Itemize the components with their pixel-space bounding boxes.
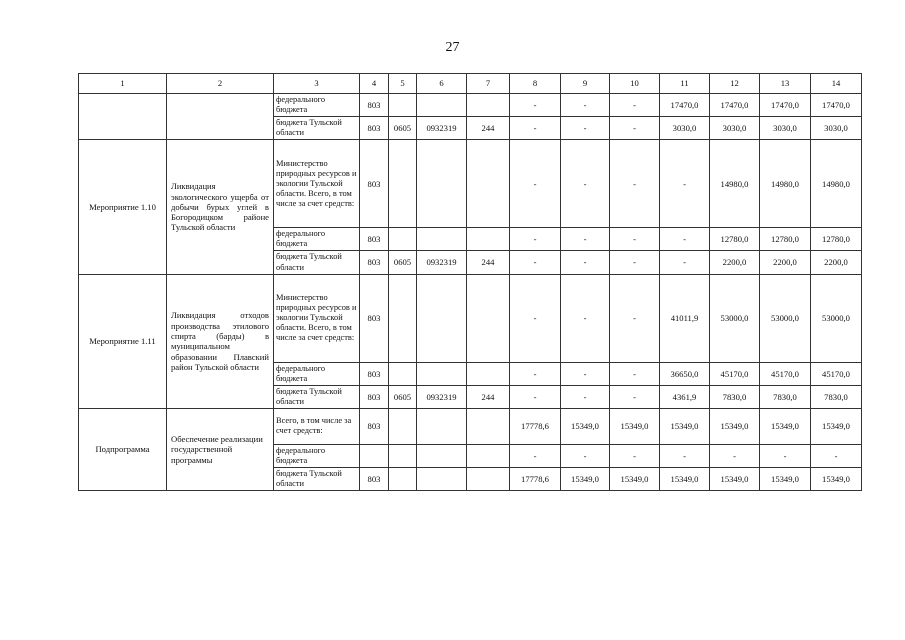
funding-source-cell: бюджета Тульской области: [274, 251, 360, 274]
value-cell-c14: 14980,0: [811, 140, 862, 228]
value-cell-c13: -: [760, 444, 811, 467]
value-cell-c7: [467, 468, 510, 491]
measure-name-cell: [79, 94, 167, 140]
value-cell-c11: -: [660, 140, 710, 228]
value-cell-c13: 2200,0: [760, 251, 811, 274]
value-cell-c4: 803: [360, 117, 389, 140]
header-cell: 4: [360, 74, 389, 94]
value-cell-c9: 15349,0: [561, 468, 610, 491]
value-cell-c6: [417, 408, 467, 444]
value-cell-c9: -: [561, 228, 610, 251]
funding-source-cell: бюджета Тульской области: [274, 468, 360, 491]
header-cell: 13: [760, 74, 811, 94]
value-cell-c14: 7830,0: [811, 385, 862, 408]
value-cell-c14: 45170,0: [811, 362, 862, 385]
value-cell-c9: -: [561, 362, 610, 385]
value-cell-c10: -: [610, 140, 660, 228]
measure-description-cell: [167, 94, 274, 140]
value-cell-c6: [417, 362, 467, 385]
value-cell-c5: [389, 362, 417, 385]
value-cell-c7: 244: [467, 117, 510, 140]
budget-table: [78, 73, 862, 491]
value-cell-c13: 12780,0: [760, 228, 811, 251]
value-cell-c14: 2200,0: [811, 251, 862, 274]
value-cell-c11: -: [660, 444, 710, 467]
value-cell-c8: -: [510, 274, 561, 362]
header-cell: 11: [660, 74, 710, 94]
header-cell: 14: [811, 74, 862, 94]
value-cell-c11: 17470,0: [660, 94, 710, 117]
value-cell-c6: [417, 228, 467, 251]
value-cell-c4: [360, 444, 389, 467]
value-cell-c10: -: [610, 362, 660, 385]
value-cell-c7: [467, 274, 510, 362]
value-cell-c9: -: [561, 274, 610, 362]
value-cell-c9: -: [561, 117, 610, 140]
value-cell-c12: 3030,0: [710, 117, 760, 140]
value-cell-c6: 0932319: [417, 385, 467, 408]
value-cell-c13: 3030,0: [760, 117, 811, 140]
value-cell-c5: [389, 408, 417, 444]
measure-name-cell: Мероприятие 1.10: [79, 140, 167, 274]
funding-source-cell: федерального бюджета: [274, 444, 360, 467]
value-cell-c4: 803: [360, 228, 389, 251]
funding-source-cell: Министерство природных ресурсов и экологии Тульской области. Всего, в том числе за счет средств:: [274, 274, 360, 362]
value-cell-c12: 15349,0: [710, 468, 760, 491]
value-cell-c14: 15349,0: [811, 468, 862, 491]
funding-source-cell: федерального бюджета: [274, 362, 360, 385]
header-cell: 5: [389, 74, 417, 94]
value-cell-c7: 244: [467, 385, 510, 408]
header-cell: 3: [274, 74, 360, 94]
value-cell-c8: 17778,6: [510, 468, 561, 491]
value-cell-c5: [389, 228, 417, 251]
value-cell-c14: -: [811, 444, 862, 467]
value-cell-c4: 803: [360, 468, 389, 491]
value-cell-c13: 7830,0: [760, 385, 811, 408]
value-cell-c7: [467, 94, 510, 117]
value-cell-c12: 17470,0: [710, 94, 760, 117]
header-cell: 7: [467, 74, 510, 94]
measure-name-cell: Мероприятие 1.11: [79, 274, 167, 408]
funding-source-cell: бюджета Тульской области: [274, 117, 360, 140]
value-cell-c12: -: [710, 444, 760, 467]
header-cell: 12: [710, 74, 760, 94]
value-cell-c13: 53000,0: [760, 274, 811, 362]
value-cell-c6: 0932319: [417, 251, 467, 274]
value-cell-c11: 15349,0: [660, 408, 710, 444]
header-cell: 8: [510, 74, 561, 94]
table-row: [79, 94, 862, 117]
value-cell-c10: -: [610, 444, 660, 467]
funding-source-cell: федерального бюджета: [274, 228, 360, 251]
value-cell-c6: [417, 94, 467, 117]
value-cell-c8: -: [510, 94, 561, 117]
value-cell-c14: 53000,0: [811, 274, 862, 362]
value-cell-c12: 14980,0: [710, 140, 760, 228]
value-cell-c9: -: [561, 385, 610, 408]
value-cell-c4: 803: [360, 140, 389, 228]
value-cell-c8: -: [510, 444, 561, 467]
table-row: [79, 274, 862, 362]
value-cell-c4: 803: [360, 251, 389, 274]
value-cell-c5: [389, 140, 417, 228]
value-cell-c12: 15349,0: [710, 408, 760, 444]
value-cell-c7: [467, 228, 510, 251]
value-cell-c11: 41011,9: [660, 274, 710, 362]
value-cell-c13: 15349,0: [760, 408, 811, 444]
value-cell-c10: -: [610, 117, 660, 140]
value-cell-c8: 17778,6: [510, 408, 561, 444]
value-cell-c8: -: [510, 140, 561, 228]
value-cell-c10: -: [610, 251, 660, 274]
value-cell-c5: [389, 274, 417, 362]
header-cell: 2: [167, 74, 274, 94]
value-cell-c5: 0605: [389, 117, 417, 140]
value-cell-c13: 45170,0: [760, 362, 811, 385]
value-cell-c4: 803: [360, 385, 389, 408]
value-cell-c8: -: [510, 385, 561, 408]
value-cell-c9: 15349,0: [561, 408, 610, 444]
value-cell-c5: [389, 444, 417, 467]
value-cell-c9: -: [561, 140, 610, 228]
value-cell-c14: 3030,0: [811, 117, 862, 140]
value-cell-c10: -: [610, 228, 660, 251]
value-cell-c5: 0605: [389, 385, 417, 408]
table-row: [79, 140, 862, 228]
value-cell-c5: 0605: [389, 251, 417, 274]
value-cell-c4: 803: [360, 362, 389, 385]
value-cell-c8: -: [510, 251, 561, 274]
funding-source-cell: федерального бюджета: [274, 94, 360, 117]
value-cell-c4: 803: [360, 408, 389, 444]
value-cell-c14: 12780,0: [811, 228, 862, 251]
value-cell-c10: 15349,0: [610, 408, 660, 444]
header-row: [79, 74, 862, 94]
value-cell-c8: -: [510, 362, 561, 385]
value-cell-c11: -: [660, 251, 710, 274]
value-cell-c10: -: [610, 385, 660, 408]
measure-description-cell: Ликвидация экологического ущерба от добычи бурых углей в Богородицком районе Тульской области: [167, 140, 274, 274]
value-cell-c6: [417, 444, 467, 467]
funding-source-cell: бюджета Тульской области: [274, 385, 360, 408]
value-cell-c5: [389, 468, 417, 491]
value-cell-c11: 3030,0: [660, 117, 710, 140]
value-cell-c12: 45170,0: [710, 362, 760, 385]
value-cell-c12: 12780,0: [710, 228, 760, 251]
value-cell-c9: -: [561, 94, 610, 117]
value-cell-c8: -: [510, 117, 561, 140]
value-cell-c7: [467, 140, 510, 228]
value-cell-c10: 15349,0: [610, 468, 660, 491]
value-cell-c13: 15349,0: [760, 468, 811, 491]
value-cell-c4: 803: [360, 274, 389, 362]
value-cell-c12: 53000,0: [710, 274, 760, 362]
value-cell-c13: 17470,0: [760, 94, 811, 117]
header-cell: 1: [79, 74, 167, 94]
value-cell-c7: [467, 408, 510, 444]
header-cell: 10: [610, 74, 660, 94]
value-cell-c8: -: [510, 228, 561, 251]
value-cell-c11: -: [660, 228, 710, 251]
value-cell-c13: 14980,0: [760, 140, 811, 228]
value-cell-c10: -: [610, 94, 660, 117]
funding-source-cell: Всего, в том числе за счет средств:: [274, 408, 360, 444]
value-cell-c11: 15349,0: [660, 468, 710, 491]
measure-description-cell: Обеспечение реализации государственной программы: [167, 408, 274, 490]
value-cell-c12: 2200,0: [710, 251, 760, 274]
value-cell-c7: 244: [467, 251, 510, 274]
value-cell-c10: -: [610, 274, 660, 362]
measure-description-cell: Ликвидация отходов производства этилового спирта (барды) в муниципальном образовании Плавский район Тульской области: [167, 274, 274, 408]
value-cell-c7: [467, 362, 510, 385]
value-cell-c6: [417, 274, 467, 362]
value-cell-c6: [417, 140, 467, 228]
value-cell-c11: 4361,9: [660, 385, 710, 408]
value-cell-c9: -: [561, 251, 610, 274]
value-cell-c11: 36650,0: [660, 362, 710, 385]
funding-source-cell: Министерство природных ресурсов и экологии Тульской области. Всего, в том числе за счет средств:: [274, 140, 360, 228]
table-row: [79, 408, 862, 444]
value-cell-c12: 7830,0: [710, 385, 760, 408]
value-cell-c14: 17470,0: [811, 94, 862, 117]
page-number: 27: [445, 40, 460, 55]
value-cell-c7: [467, 444, 510, 467]
measure-name-cell: Подпрограмма: [79, 408, 167, 490]
value-cell-c9: -: [561, 444, 610, 467]
value-cell-c4: 803: [360, 94, 389, 117]
header-cell: 6: [417, 74, 467, 94]
value-cell-c14: 15349,0: [811, 408, 862, 444]
value-cell-c6: 0932319: [417, 117, 467, 140]
value-cell-c6: [417, 468, 467, 491]
header-cell: 9: [561, 74, 610, 94]
value-cell-c5: [389, 94, 417, 117]
